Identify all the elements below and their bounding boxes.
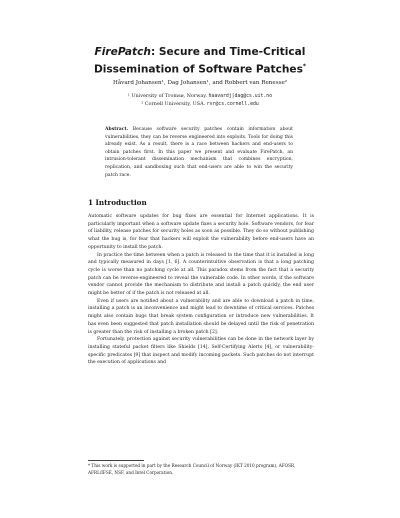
- paragraph: Fortunately, protection against security vulnerabilities can be done in the network layer by installing stateful packet filters like Shields [14], Self-Certifying Alerts [4], or vulnerability-specific predicates [9] that inspect and modify incoming packets. Such patches do not interrupt the execution of applications and: [88, 337, 314, 366]
- abstract: [105, 126, 293, 179]
- footnote: * This work is supported in part by the Research Council of Norway (IKT 2010 program), AFOSR, AFRL/IFSE, NSF, and Intel Corporation.: [88, 463, 296, 475]
- title-footnote-mark: *: [302, 62, 307, 70]
- paragraph: Automatic software updates for bug fixes are essential for Internet applications. It is particularly important when a software update fixes a security hole. Software vendors, for fear of liability, release patches for security holes as soon as possible. They do so without publishing what the bug is, for fear that hackers will exploit the vulnerability before end-users have an opportunity to install the patch.: [88, 214, 314, 250]
- section-body: [88, 213, 314, 367]
- paper-title: [60, 46, 340, 77]
- section-heading: 1 Introduction: [88, 198, 147, 207]
- title-line-1: : Secure and Time-Critical: [150, 46, 306, 58]
- affiliation-1-email: haavardj|dag@cs.uit.no: [208, 94, 273, 99]
- footnote-rule: [88, 460, 144, 461]
- title-system-name: FirePatch: [94, 46, 151, 58]
- abstract-text: Because software security patches contain information about vulnerabilities, they can be reverse engineered into exploits. Tools for doing this already exist. As a result, there is a race between hackers and end-users to obtain patches first. In this paper we present and evaluate FirePatch, an intrusion-tolerant dissemination mechanism that combines encryption, replication, and sandboxing such that end-users are able to win the security patch race.: [105, 127, 293, 178]
- paragraph: Even if users are notified about a vulnerability and are able to download a patch in time, installing a patch is an inconvenience and might lead to downtime of critical services. Patches might also contain bugs that break system configuration or introduce new vulnerabilities. It has even been suggested that patch installation should be delayed until the risk of penetration is greater than the risk of installing a broken patch [2].: [88, 298, 314, 335]
- affiliation-2-email: rvr@cs.cornell.edu: [206, 101, 259, 107]
- abstract-label: Abstract.: [105, 127, 129, 132]
- affiliation-1: ¹ University of Tromsø, Norway. haavardj|dag@cs.uit.no: [127, 93, 273, 99]
- title-line-2: Dissemination of Software Patches: [93, 63, 303, 76]
- paragraph: In practice the time between when a patch is released to the time that it is installed is long and typically measured in days [1, 6]. A counterintuitive observation is that a long patching cycle is worse than no patching cycle at all. This paradox stems from the fact that a security patch can be reverse-engineered to reveal the vulnerable code. In other words, if the software vendor cannot provide the mechanism to distribute and install a patch quickly, the end user might be better of if the patch is not released at all.: [88, 252, 314, 297]
- affiliations: [50, 93, 350, 108]
- affiliation-2: ² Cornell University, USA. rvr@cs.cornell.edu: [141, 100, 259, 107]
- author-list: Håvard Johansen¹, Dag Johansen¹, and Robbert van Renesse²: [112, 80, 288, 86]
